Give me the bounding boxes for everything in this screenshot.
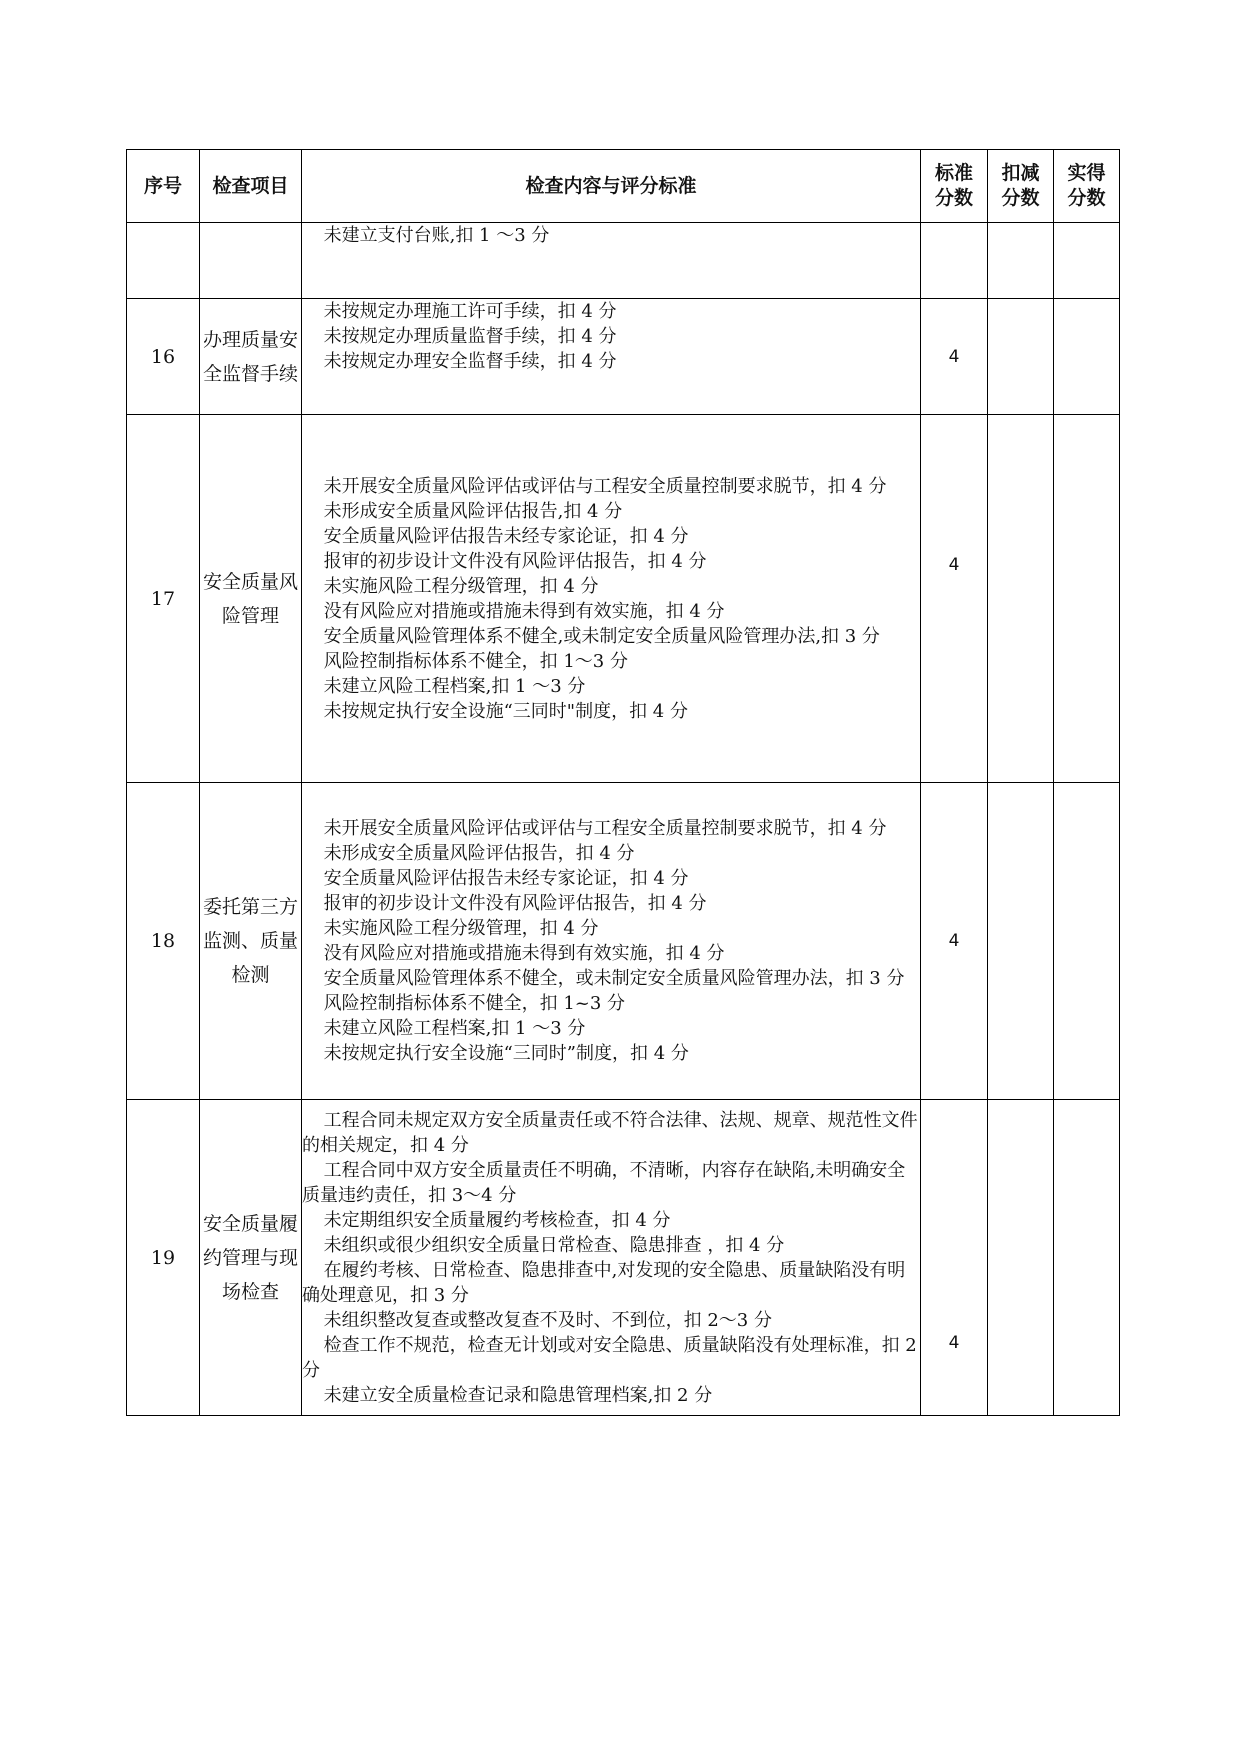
- content-line: 工程合同中双方安全质量责任不明确，不清晰，内容存在缺陷,未明确安全质量违约责任，扣 3～4 分: [302, 1159, 906, 1206]
- row-actual: [1054, 299, 1120, 415]
- row-deduct: [988, 1100, 1054, 1416]
- row-no: 19: [127, 1100, 200, 1416]
- row-standard: 4: [921, 1100, 988, 1416]
- row-deduct: [988, 783, 1054, 1100]
- content-line: 未实施风险工程分级管理，扣 4 分: [323, 575, 599, 597]
- content-line: 未形成安全质量风险评估报告，扣 4 分: [323, 843, 635, 864]
- content-line: 未实施风险工程分级管理，扣 4 分: [323, 918, 599, 939]
- content-line: 未组织整改复查或整改复查不及时、不到位，扣 2～3 分: [323, 1309, 772, 1331]
- content-line: 安全质量风险评估报告未经专家论证，扣 4 分: [323, 525, 689, 547]
- row-deduct: [988, 299, 1054, 415]
- row-standard: 4: [921, 415, 988, 783]
- row-item: [200, 223, 302, 299]
- content-line: 未组织或很少组织安全质量日常检查、隐患排查 ，扣 4 分: [323, 1234, 785, 1256]
- header-deduct: 扣减 分数: [988, 150, 1054, 223]
- row-content: [302, 1100, 921, 1416]
- header-actual: 实得 分数: [1054, 150, 1120, 223]
- content-line: 未按规定办理安全监督手续，扣 4 分: [323, 351, 617, 372]
- content-line: 检查工作不规范，检查无计划或对安全隐患、质量缺陷没有处理标准，扣 2 分: [302, 1334, 917, 1381]
- row-standard: 4: [921, 299, 988, 415]
- row-no: [127, 223, 200, 299]
- content-line: 未建立支付台账,扣 1 ～3 分: [323, 225, 550, 246]
- content-line: 安全质量风险评估报告未经专家论证，扣 4 分: [323, 868, 689, 889]
- row-content: [302, 415, 921, 783]
- row-deduct: [988, 223, 1054, 299]
- row-content: [302, 223, 921, 299]
- row-actual: [1054, 223, 1120, 299]
- header-no: 序号: [127, 150, 200, 223]
- row-actual: [1054, 415, 1120, 783]
- content-line: 报审的初步设计文件没有风险评估报告，扣 4 分: [323, 893, 707, 914]
- content-line: 未定期组织安全质量履约考核检查，扣 4 分: [323, 1209, 671, 1231]
- row-no: 16: [127, 299, 200, 415]
- header-standard: 标准 分数: [921, 150, 988, 223]
- row-standard: [921, 223, 988, 299]
- content-line: 未按规定执行安全设施“三同时"制度，扣 4 分: [323, 700, 688, 722]
- content-line: 没有风险应对措施或措施未得到有效实施，扣 4 分: [323, 600, 725, 622]
- content-line: 未建立风险工程档案,扣 1 ～3 分: [323, 1018, 586, 1039]
- row-deduct: [988, 415, 1054, 783]
- header-content: 检查内容与评分标准: [302, 150, 921, 223]
- row-content: [302, 299, 921, 415]
- content-line: 未开展安全质量风险评估或评估与工程安全质量控制要求脱节，扣 4 分: [323, 475, 887, 497]
- table-row: [127, 415, 1120, 783]
- row-item: 办理质量安全监督手续: [200, 299, 302, 415]
- content-line: 在履约考核、日常检查、隐患排查中,对发现的安全隐患、质量缺陷没有明确处理意见，扣 3 分: [302, 1259, 906, 1306]
- table-row: [127, 1100, 1120, 1416]
- content-line: 未按规定办理质量监督手续，扣 4 分: [323, 326, 617, 347]
- content-line: 未建立安全质量检查记录和隐患管理档案,扣 2 分: [323, 1384, 713, 1406]
- content-line: 未按规定执行安全设施“三同时”制度，扣 4 分: [323, 1043, 689, 1064]
- scoring-table: [126, 149, 1120, 1416]
- row-actual: [1054, 1100, 1120, 1416]
- content-line: 未开展安全质量风险评估或评估与工程安全质量控制要求脱节，扣 4 分: [323, 818, 887, 839]
- row-no: 17: [127, 415, 200, 783]
- row-item: 委托第三方监测、质量检测: [200, 783, 302, 1100]
- table-row: [127, 783, 1120, 1100]
- content-line: 未形成安全质量风险评估报告,扣 4 分: [323, 500, 623, 522]
- row-item: 安全质量风险管理: [200, 415, 302, 783]
- content-line: 风险控制指标体系不健全，扣 1~3 分: [323, 993, 626, 1014]
- content-line: 安全质量风险管理体系不健全，或未制定安全质量风险管理办法，扣 3 分: [323, 968, 905, 989]
- content-line: 工程合同未规定双方安全质量责任或不符合法律、法规、规章、规范性文件的相关规定，扣 4 分: [302, 1109, 918, 1156]
- row-actual: [1054, 783, 1120, 1100]
- table-row: [127, 299, 1120, 415]
- header-row: [127, 150, 1120, 223]
- header-item: 检查项目: [200, 150, 302, 223]
- content-line: 未按规定办理施工许可手续，扣 4 分: [323, 301, 617, 322]
- content-line: 风险控制指标体系不健全，扣 1～3 分: [323, 650, 628, 672]
- row-no: 18: [127, 783, 200, 1100]
- content-line: 报审的初步设计文件没有风险评估报告，扣 4 分: [323, 550, 707, 572]
- content-line: 没有风险应对措施或措施未得到有效实施，扣 4 分: [323, 943, 725, 964]
- row-content: [302, 783, 921, 1100]
- content-line: 未建立风险工程档案,扣 1 ～3 分: [323, 675, 586, 697]
- content-line: 安全质量风险管理体系不健全,或未制定安全质量风险管理办法,扣 3 分: [323, 625, 880, 647]
- row-item: 安全质量履约管理与现场检查: [200, 1100, 302, 1416]
- table-row: [127, 223, 1120, 299]
- row-standard: 4: [921, 783, 988, 1100]
